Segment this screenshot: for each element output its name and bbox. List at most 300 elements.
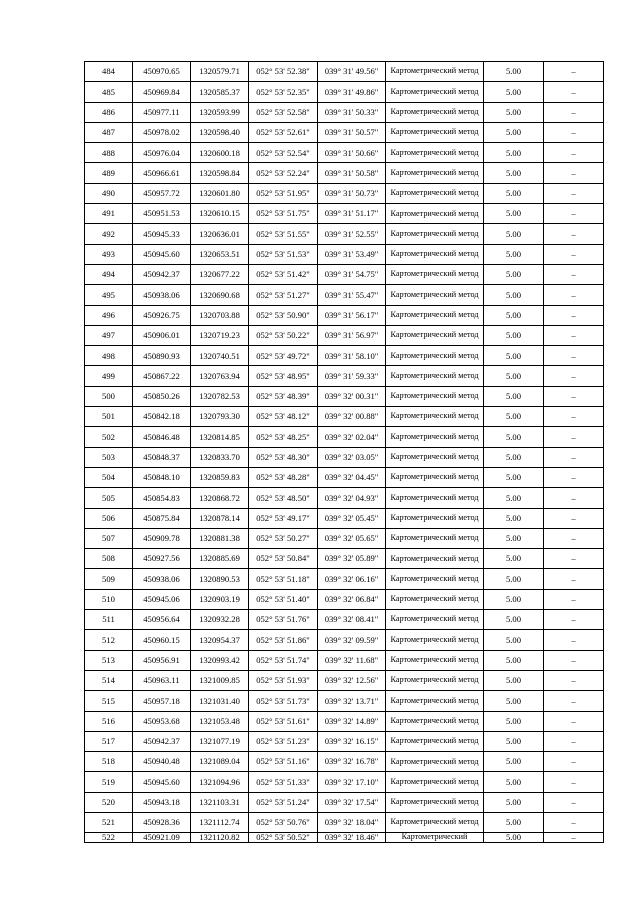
latitude-cell: 052° 53' 49.17" <box>249 508 318 528</box>
longitude-cell: 039° 32' 04.93" <box>318 488 386 508</box>
latitude-cell: 052° 53' 50.84" <box>249 549 318 569</box>
x-coordinate-cell: 450945.60 <box>133 772 191 792</box>
table-row <box>85 812 604 832</box>
note-cell: – <box>544 163 604 183</box>
longitude-cell: 039° 32' 18.46" <box>318 833 386 843</box>
table-row <box>85 711 604 731</box>
point-number-cell: 511 <box>85 610 133 630</box>
method-cell: Картометрический метод <box>386 752 484 772</box>
point-number-cell: 499 <box>85 366 133 386</box>
method-cell: Картометрический метод <box>386 508 484 528</box>
longitude-cell: 039° 31' 49.56" <box>318 62 386 82</box>
method-cell: Картометрический метод <box>386 792 484 812</box>
table-row <box>85 650 604 670</box>
table-row <box>85 731 604 751</box>
note-cell: – <box>544 650 604 670</box>
y-coordinate-cell: 1320793.30 <box>191 407 249 427</box>
method-cell: Картометрический метод <box>386 183 484 203</box>
method-cell: Картометрический метод <box>386 488 484 508</box>
table-row <box>85 427 604 447</box>
table-row <box>85 549 604 569</box>
table-row <box>85 752 604 772</box>
table-row <box>85 285 604 305</box>
note-cell: – <box>544 731 604 751</box>
latitude-cell: 052° 53' 51.75" <box>249 204 318 224</box>
point-number-cell: 519 <box>85 772 133 792</box>
y-coordinate-cell: 1320932.28 <box>191 610 249 630</box>
longitude-cell: 039° 32' 11.68" <box>318 650 386 670</box>
method-cell: Картометрический метод <box>386 204 484 224</box>
accuracy-cell: 5.00 <box>484 508 544 528</box>
y-coordinate-cell: 1320636.01 <box>191 224 249 244</box>
latitude-cell: 052° 53' 52.61" <box>249 122 318 142</box>
note-cell: – <box>544 366 604 386</box>
y-coordinate-cell: 1320610.15 <box>191 204 249 224</box>
x-coordinate-cell: 450969.84 <box>133 82 191 102</box>
latitude-cell: 052° 53' 51.24" <box>249 792 318 812</box>
y-coordinate-cell: 1320878.14 <box>191 508 249 528</box>
y-coordinate-cell: 1320782.53 <box>191 386 249 406</box>
x-coordinate-cell: 450978.02 <box>133 122 191 142</box>
y-coordinate-cell: 1321094.96 <box>191 772 249 792</box>
note-cell: – <box>544 549 604 569</box>
accuracy-cell: 5.00 <box>484 325 544 345</box>
accuracy-cell: 5.00 <box>484 833 544 843</box>
accuracy-cell: 5.00 <box>484 62 544 82</box>
table-row <box>85 508 604 528</box>
table-row <box>85 792 604 812</box>
y-coordinate-cell: 1320593.99 <box>191 102 249 122</box>
point-number-cell: 513 <box>85 650 133 670</box>
table-row <box>85 204 604 224</box>
accuracy-cell: 5.00 <box>484 346 544 366</box>
x-coordinate-cell: 450966.61 <box>133 163 191 183</box>
accuracy-cell: 5.00 <box>484 82 544 102</box>
point-number-cell: 510 <box>85 589 133 609</box>
y-coordinate-cell: 1321009.85 <box>191 670 249 690</box>
x-coordinate-cell: 450926.75 <box>133 305 191 325</box>
latitude-cell: 052° 53' 51.93" <box>249 670 318 690</box>
longitude-cell: 039° 32' 12.56" <box>318 670 386 690</box>
latitude-cell: 052° 53' 51.61" <box>249 711 318 731</box>
x-coordinate-cell: 450890.93 <box>133 346 191 366</box>
note-cell: – <box>544 630 604 650</box>
longitude-cell: 039° 32' 09.59" <box>318 630 386 650</box>
table-row <box>85 589 604 609</box>
accuracy-cell: 5.00 <box>484 812 544 832</box>
method-cell: Картометрический метод <box>386 386 484 406</box>
latitude-cell: 052° 53' 48.25" <box>249 427 318 447</box>
x-coordinate-cell: 450867.22 <box>133 366 191 386</box>
table-row <box>85 163 604 183</box>
x-coordinate-cell: 450921.09 <box>133 833 191 843</box>
method-cell: Картометрический метод <box>386 62 484 82</box>
x-coordinate-cell: 450848.37 <box>133 447 191 467</box>
method-cell: Картометрический метод <box>386 163 484 183</box>
method-cell: Картометрический метод <box>386 731 484 751</box>
longitude-cell: 039° 32' 08.41" <box>318 610 386 630</box>
method-cell: Картометрический метод <box>386 82 484 102</box>
latitude-cell: 052° 53' 48.50" <box>249 488 318 508</box>
longitude-cell: 039° 32' 17.10" <box>318 772 386 792</box>
point-number-cell: 514 <box>85 670 133 690</box>
x-coordinate-cell: 450938.06 <box>133 569 191 589</box>
method-cell: Картометрический метод <box>386 447 484 467</box>
point-number-cell: 515 <box>85 691 133 711</box>
note-cell: – <box>544 407 604 427</box>
note-cell: – <box>544 285 604 305</box>
longitude-cell: 039° 32' 14.89" <box>318 711 386 731</box>
note-cell: – <box>544 82 604 102</box>
method-cell: Картометрический метод <box>386 772 484 792</box>
x-coordinate-cell: 450848.10 <box>133 467 191 487</box>
note-cell: – <box>544 792 604 812</box>
point-number-cell: 509 <box>85 569 133 589</box>
latitude-cell: 052° 53' 48.28" <box>249 467 318 487</box>
accuracy-cell: 5.00 <box>484 447 544 467</box>
accuracy-cell: 5.00 <box>484 102 544 122</box>
note-cell: – <box>544 447 604 467</box>
point-number-cell: 512 <box>85 630 133 650</box>
y-coordinate-cell: 1320903.19 <box>191 589 249 609</box>
y-coordinate-cell: 1320885.69 <box>191 549 249 569</box>
y-coordinate-cell: 1320740.51 <box>191 346 249 366</box>
point-number-cell: 517 <box>85 731 133 751</box>
method-cell: Картометрический метод <box>386 528 484 548</box>
y-coordinate-cell: 1320703.88 <box>191 305 249 325</box>
y-coordinate-cell: 1320653.51 <box>191 244 249 264</box>
table-row <box>85 467 604 487</box>
y-coordinate-cell: 1320579.71 <box>191 62 249 82</box>
table-body <box>85 62 604 843</box>
longitude-cell: 039° 32' 16.15" <box>318 731 386 751</box>
y-coordinate-cell: 1321103.31 <box>191 792 249 812</box>
method-cell: Картометрический метод <box>386 670 484 690</box>
longitude-cell: 039° 32' 05.65" <box>318 528 386 548</box>
longitude-cell: 039° 31' 54.75" <box>318 264 386 284</box>
point-number-cell: 507 <box>85 528 133 548</box>
y-coordinate-cell: 1320598.84 <box>191 163 249 183</box>
accuracy-cell: 5.00 <box>484 711 544 731</box>
note-cell: – <box>544 102 604 122</box>
note-cell: – <box>544 183 604 203</box>
table-row <box>85 610 604 630</box>
y-coordinate-cell: 1321077.19 <box>191 731 249 751</box>
accuracy-cell: 5.00 <box>484 366 544 386</box>
x-coordinate-cell: 450963.11 <box>133 670 191 690</box>
x-coordinate-cell: 450957.72 <box>133 183 191 203</box>
table-row <box>85 325 604 345</box>
x-coordinate-cell: 450956.91 <box>133 650 191 670</box>
method-cell: Картометрический метод <box>386 407 484 427</box>
longitude-cell: 039° 31' 53.49" <box>318 244 386 264</box>
longitude-cell: 039° 32' 04.45" <box>318 467 386 487</box>
accuracy-cell: 5.00 <box>484 589 544 609</box>
y-coordinate-cell: 1320868.72 <box>191 488 249 508</box>
point-number-cell: 500 <box>85 386 133 406</box>
accuracy-cell: 5.00 <box>484 691 544 711</box>
y-coordinate-cell: 1321112.74 <box>191 812 249 832</box>
note-cell: – <box>544 305 604 325</box>
x-coordinate-cell: 450953.68 <box>133 711 191 731</box>
accuracy-cell: 5.00 <box>484 650 544 670</box>
y-coordinate-cell: 1320601.80 <box>191 183 249 203</box>
x-coordinate-cell: 450945.33 <box>133 224 191 244</box>
table-row <box>85 386 604 406</box>
accuracy-cell: 5.00 <box>484 407 544 427</box>
note-cell: – <box>544 711 604 731</box>
point-number-cell: 516 <box>85 711 133 731</box>
note-cell: – <box>544 204 604 224</box>
longitude-cell: 039° 31' 59.33" <box>318 366 386 386</box>
note-cell: – <box>544 264 604 284</box>
method-cell: Картометрический метод <box>386 244 484 264</box>
x-coordinate-cell: 450909.78 <box>133 528 191 548</box>
longitude-cell: 039° 32' 00.31" <box>318 386 386 406</box>
longitude-cell: 039° 31' 50.57" <box>318 122 386 142</box>
method-cell: Картометрический метод <box>386 102 484 122</box>
longitude-cell: 039° 31' 50.66" <box>318 143 386 163</box>
method-cell: Картометрический метод <box>386 650 484 670</box>
table-row <box>85 488 604 508</box>
table-row <box>85 122 604 142</box>
coordinates-table <box>84 61 604 843</box>
point-number-cell: 490 <box>85 183 133 203</box>
point-number-cell: 487 <box>85 122 133 142</box>
latitude-cell: 052° 53' 51.76" <box>249 610 318 630</box>
point-number-cell: 497 <box>85 325 133 345</box>
x-coordinate-cell: 450842.18 <box>133 407 191 427</box>
y-coordinate-cell: 1320859.83 <box>191 467 249 487</box>
point-number-cell: 488 <box>85 143 133 163</box>
latitude-cell: 052° 53' 48.30" <box>249 447 318 467</box>
longitude-cell: 039° 31' 56.97" <box>318 325 386 345</box>
note-cell: – <box>544 812 604 832</box>
accuracy-cell: 5.00 <box>484 528 544 548</box>
method-cell: Картометрический <box>386 833 484 843</box>
table-row <box>85 143 604 163</box>
latitude-cell: 052° 53' 51.55" <box>249 224 318 244</box>
longitude-cell: 039° 31' 51.17" <box>318 204 386 224</box>
longitude-cell: 039° 31' 50.58" <box>318 163 386 183</box>
y-coordinate-cell: 1320814.85 <box>191 427 249 447</box>
table-row <box>85 833 604 843</box>
point-number-cell: 503 <box>85 447 133 467</box>
accuracy-cell: 5.00 <box>484 488 544 508</box>
y-coordinate-cell: 1320763.94 <box>191 366 249 386</box>
note-cell: – <box>544 752 604 772</box>
note-cell: – <box>544 670 604 690</box>
table-row <box>85 447 604 467</box>
table-row <box>85 772 604 792</box>
note-cell: – <box>544 610 604 630</box>
x-coordinate-cell: 450854.83 <box>133 488 191 508</box>
x-coordinate-cell: 450938.06 <box>133 285 191 305</box>
longitude-cell: 039° 31' 52.55" <box>318 224 386 244</box>
x-coordinate-cell: 450846.48 <box>133 427 191 447</box>
note-cell: – <box>544 386 604 406</box>
longitude-cell: 039° 32' 13.71" <box>318 691 386 711</box>
latitude-cell: 052° 53' 48.95" <box>249 366 318 386</box>
x-coordinate-cell: 450970.65 <box>133 62 191 82</box>
y-coordinate-cell: 1320690.68 <box>191 285 249 305</box>
longitude-cell: 039° 31' 50.33" <box>318 102 386 122</box>
y-coordinate-cell: 1320881.38 <box>191 528 249 548</box>
point-number-cell: 506 <box>85 508 133 528</box>
note-cell: – <box>544 427 604 447</box>
longitude-cell: 039° 32' 02.04" <box>318 427 386 447</box>
y-coordinate-cell: 1320833.70 <box>191 447 249 467</box>
latitude-cell: 052° 53' 51.18" <box>249 569 318 589</box>
longitude-cell: 039° 31' 50.73" <box>318 183 386 203</box>
note-cell: – <box>544 528 604 548</box>
note-cell: – <box>544 508 604 528</box>
method-cell: Картометрический метод <box>386 711 484 731</box>
method-cell: Картометрический метод <box>386 325 484 345</box>
coordinates-table-sheet <box>84 61 603 843</box>
accuracy-cell: 5.00 <box>484 731 544 751</box>
table-row <box>85 366 604 386</box>
latitude-cell: 052° 53' 51.42" <box>249 264 318 284</box>
longitude-cell: 039° 32' 00.88" <box>318 407 386 427</box>
x-coordinate-cell: 450945.60 <box>133 244 191 264</box>
method-cell: Картометрический метод <box>386 589 484 609</box>
longitude-cell: 039° 31' 56.17" <box>318 305 386 325</box>
latitude-cell: 052° 53' 50.22" <box>249 325 318 345</box>
y-coordinate-cell: 1320890.53 <box>191 569 249 589</box>
table-row <box>85 244 604 264</box>
latitude-cell: 052° 53' 52.35" <box>249 82 318 102</box>
method-cell: Картометрический метод <box>386 366 484 386</box>
x-coordinate-cell: 450927.56 <box>133 549 191 569</box>
method-cell: Картометрический метод <box>386 630 484 650</box>
longitude-cell: 039° 32' 16.78" <box>318 752 386 772</box>
point-number-cell: 495 <box>85 285 133 305</box>
accuracy-cell: 5.00 <box>484 467 544 487</box>
accuracy-cell: 5.00 <box>484 386 544 406</box>
note-cell: – <box>544 833 604 843</box>
x-coordinate-cell: 450940.48 <box>133 752 191 772</box>
latitude-cell: 052° 53' 50.52" <box>249 833 318 843</box>
latitude-cell: 052° 53' 51.16" <box>249 752 318 772</box>
y-coordinate-cell: 1320585.37 <box>191 82 249 102</box>
note-cell: – <box>544 467 604 487</box>
latitude-cell: 052° 53' 51.27" <box>249 285 318 305</box>
table-row <box>85 264 604 284</box>
x-coordinate-cell: 450942.37 <box>133 731 191 751</box>
note-cell: – <box>544 224 604 244</box>
method-cell: Картометрический метод <box>386 264 484 284</box>
x-coordinate-cell: 450943.18 <box>133 792 191 812</box>
table-row <box>85 569 604 589</box>
longitude-cell: 039° 32' 05.45" <box>318 508 386 528</box>
accuracy-cell: 5.00 <box>484 772 544 792</box>
latitude-cell: 052° 53' 51.73" <box>249 691 318 711</box>
latitude-cell: 052° 53' 51.33" <box>249 772 318 792</box>
table-row <box>85 528 604 548</box>
y-coordinate-cell: 1321089.04 <box>191 752 249 772</box>
latitude-cell: 052° 53' 50.90" <box>249 305 318 325</box>
method-cell: Картометрический метод <box>386 569 484 589</box>
x-coordinate-cell: 450850.26 <box>133 386 191 406</box>
point-number-cell: 508 <box>85 549 133 569</box>
method-cell: Картометрический метод <box>386 549 484 569</box>
note-cell: – <box>544 325 604 345</box>
method-cell: Картометрический метод <box>386 224 484 244</box>
point-number-cell: 491 <box>85 204 133 224</box>
method-cell: Картометрический метод <box>386 610 484 630</box>
method-cell: Картометрический метод <box>386 122 484 142</box>
table-row <box>85 102 604 122</box>
longitude-cell: 039° 32' 06.16" <box>318 569 386 589</box>
accuracy-cell: 5.00 <box>484 569 544 589</box>
latitude-cell: 052° 53' 51.53" <box>249 244 318 264</box>
y-coordinate-cell: 1320993.42 <box>191 650 249 670</box>
note-cell: – <box>544 488 604 508</box>
note-cell: – <box>544 244 604 264</box>
x-coordinate-cell: 450960.15 <box>133 630 191 650</box>
accuracy-cell: 5.00 <box>484 630 544 650</box>
point-number-cell: 486 <box>85 102 133 122</box>
point-number-cell: 501 <box>85 407 133 427</box>
x-coordinate-cell: 450906.01 <box>133 325 191 345</box>
table-row <box>85 670 604 690</box>
note-cell: – <box>544 589 604 609</box>
point-number-cell: 522 <box>85 833 133 843</box>
accuracy-cell: 5.00 <box>484 792 544 812</box>
method-cell: Картометрический метод <box>386 691 484 711</box>
x-coordinate-cell: 450976.04 <box>133 143 191 163</box>
point-number-cell: 489 <box>85 163 133 183</box>
method-cell: Картометрический метод <box>386 812 484 832</box>
point-number-cell: 485 <box>85 82 133 102</box>
x-coordinate-cell: 450942.37 <box>133 264 191 284</box>
y-coordinate-cell: 1321031.40 <box>191 691 249 711</box>
note-cell: – <box>544 691 604 711</box>
accuracy-cell: 5.00 <box>484 549 544 569</box>
y-coordinate-cell: 1320598.40 <box>191 122 249 142</box>
x-coordinate-cell: 450957.18 <box>133 691 191 711</box>
table-row <box>85 305 604 325</box>
latitude-cell: 052° 53' 52.38" <box>249 62 318 82</box>
latitude-cell: 052° 53' 51.40" <box>249 589 318 609</box>
latitude-cell: 052° 53' 51.95" <box>249 183 318 203</box>
y-coordinate-cell: 1321120.82 <box>191 833 249 843</box>
accuracy-cell: 5.00 <box>484 427 544 447</box>
point-number-cell: 502 <box>85 427 133 447</box>
x-coordinate-cell: 450977.11 <box>133 102 191 122</box>
longitude-cell: 039° 31' 55.47" <box>318 285 386 305</box>
note-cell: – <box>544 772 604 792</box>
y-coordinate-cell: 1320677.22 <box>191 264 249 284</box>
method-cell: Картометрический метод <box>386 305 484 325</box>
longitude-cell: 039° 31' 58.10" <box>318 346 386 366</box>
latitude-cell: 052° 53' 51.74" <box>249 650 318 670</box>
y-coordinate-cell: 1320719.23 <box>191 325 249 345</box>
point-number-cell: 504 <box>85 467 133 487</box>
latitude-cell: 052° 53' 52.54" <box>249 143 318 163</box>
point-number-cell: 493 <box>85 244 133 264</box>
accuracy-cell: 5.00 <box>484 183 544 203</box>
accuracy-cell: 5.00 <box>484 752 544 772</box>
latitude-cell: 052° 53' 51.86" <box>249 630 318 650</box>
table-row <box>85 183 604 203</box>
point-number-cell: 505 <box>85 488 133 508</box>
method-cell: Картометрический метод <box>386 427 484 447</box>
point-number-cell: 498 <box>85 346 133 366</box>
table-row <box>85 224 604 244</box>
point-number-cell: 484 <box>85 62 133 82</box>
